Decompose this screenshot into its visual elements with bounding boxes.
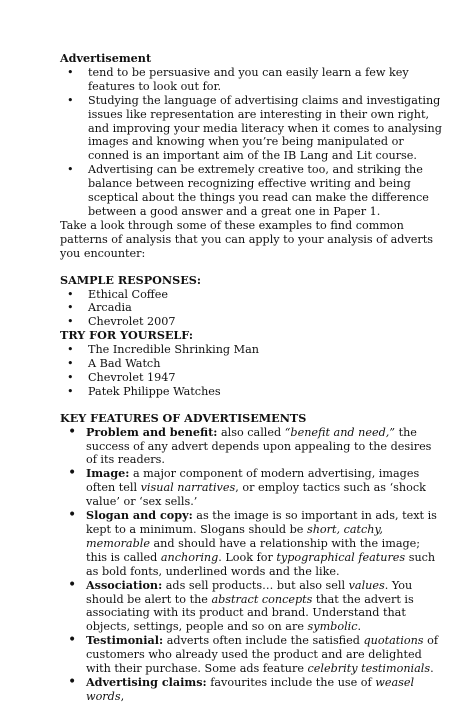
list-item[interactable]: • Patek Philippe Watches [60,385,444,399]
try-heading: TRY FOR YOURSELF: [60,328,193,343]
feature-emphasis: “benefit and need,” [284,425,396,439]
feature-term: Testimonial: [86,633,164,648]
feature-item [60,579,444,635]
feature-emphasis: abstract concepts [211,592,313,606]
feature-term: Advertising claims: [86,674,207,689]
list-item[interactable]: • Chevrolet 1947 [60,371,444,385]
sample-heading: SAMPLE RESPONSES: [60,272,201,287]
section-title: Advertisement [60,51,152,65]
feature-text: the success of any advert depends upon appealing to the desires of its readers. [86,425,432,467]
feature-item [60,509,444,579]
feature-item [60,426,444,468]
feature-text: . [357,620,362,634]
feature-emphasis: celebrity testimonials [307,662,431,676]
try-list [60,343,444,399]
feature-emphasis: short, catchy, memorable [86,523,383,550]
feature-emphasis: typographical features [276,550,406,564]
feature-text: . You should be alert to the [86,578,413,606]
feature-item [60,467,444,509]
feature-text: and should have a relationship with the image; this is called [86,536,421,564]
feature-item [60,676,444,704]
feature-text: ads sell products… but also sell [162,578,349,592]
feature-emphasis: visual narratives [140,481,236,495]
feature-text: of customers who already used the product and are delighted with their purchase. Some ads feature [86,634,438,676]
document-body [60,52,444,704]
feature-text: as the image is so important in ads, text is kept to a minimum. Slogans should be [86,509,437,536]
feature-text: . Look for [218,550,277,564]
key-features-heading: KEY FEATURES OF ADVERTISEMENTS [60,410,307,425]
intro-paragraph: Take a look through some of these examples to find common patterns of analysis that you can apply to your analysis of adverts you encounter: [60,218,433,260]
list-item[interactable]: • A Bad Watch [60,357,444,371]
list-item[interactable]: • Ethical Coffee [60,288,444,302]
feature-text: that the advert is associating with its product and brand. Understand that objects, settings, people and so on are [86,592,414,634]
list-item: • Studying the language of advertising claims and investigating issues like representation are interesting in their own right, and improving your media literacy when it comes to analysing images and knowing when you’re being manipulated or conned is an important aim of the IB Lang and Lit course. [60,94,444,164]
feature-text: favourites include the use of [206,675,376,689]
intro-list [60,66,444,219]
feature-item [60,634,444,676]
feature-text: adverts often include the satisfied [163,634,364,648]
feature-text: , or employ tactics such as ‘shock value’ or ‘sex sells.’ [86,481,426,509]
feature-emphasis: symbolic [307,620,358,634]
feature-emphasis: anchoring [160,550,219,564]
feature-text: such as bold fonts, underlined words and the like. [86,550,436,578]
key-features-list [60,426,444,704]
feature-emphasis: values [348,578,385,592]
feature-term: Association: [86,577,163,592]
list-item: • Advertising can be extremely creative too, and striking the balance between recognizing effective writing and being sceptical about the things you read can make the difference between a good answer and a great one in Paper 1. [60,163,444,219]
list-item: • tend to be persuasive and you can easily learn a few key features to look out for. [60,66,444,94]
feature-emphasis: weasel words [86,675,415,703]
list-item[interactable]: • The Incredible Shrinking Man [60,343,444,357]
list-item[interactable]: • Chevrolet 2007 [60,315,444,329]
feature-term: Problem and benefit: [86,424,218,439]
feature-term: Slogan and copy: [86,508,193,523]
feature-term: Image: [86,466,130,481]
sample-list [60,288,444,330]
feature-text: . [430,662,434,676]
feature-emphasis: quotations [363,634,424,648]
feature-text: , [120,689,125,703]
feature-text: also called [217,425,285,439]
list-item[interactable]: • Arcadia [60,301,444,315]
feature-text: a major component of modern advertising, images often tell [86,467,420,495]
